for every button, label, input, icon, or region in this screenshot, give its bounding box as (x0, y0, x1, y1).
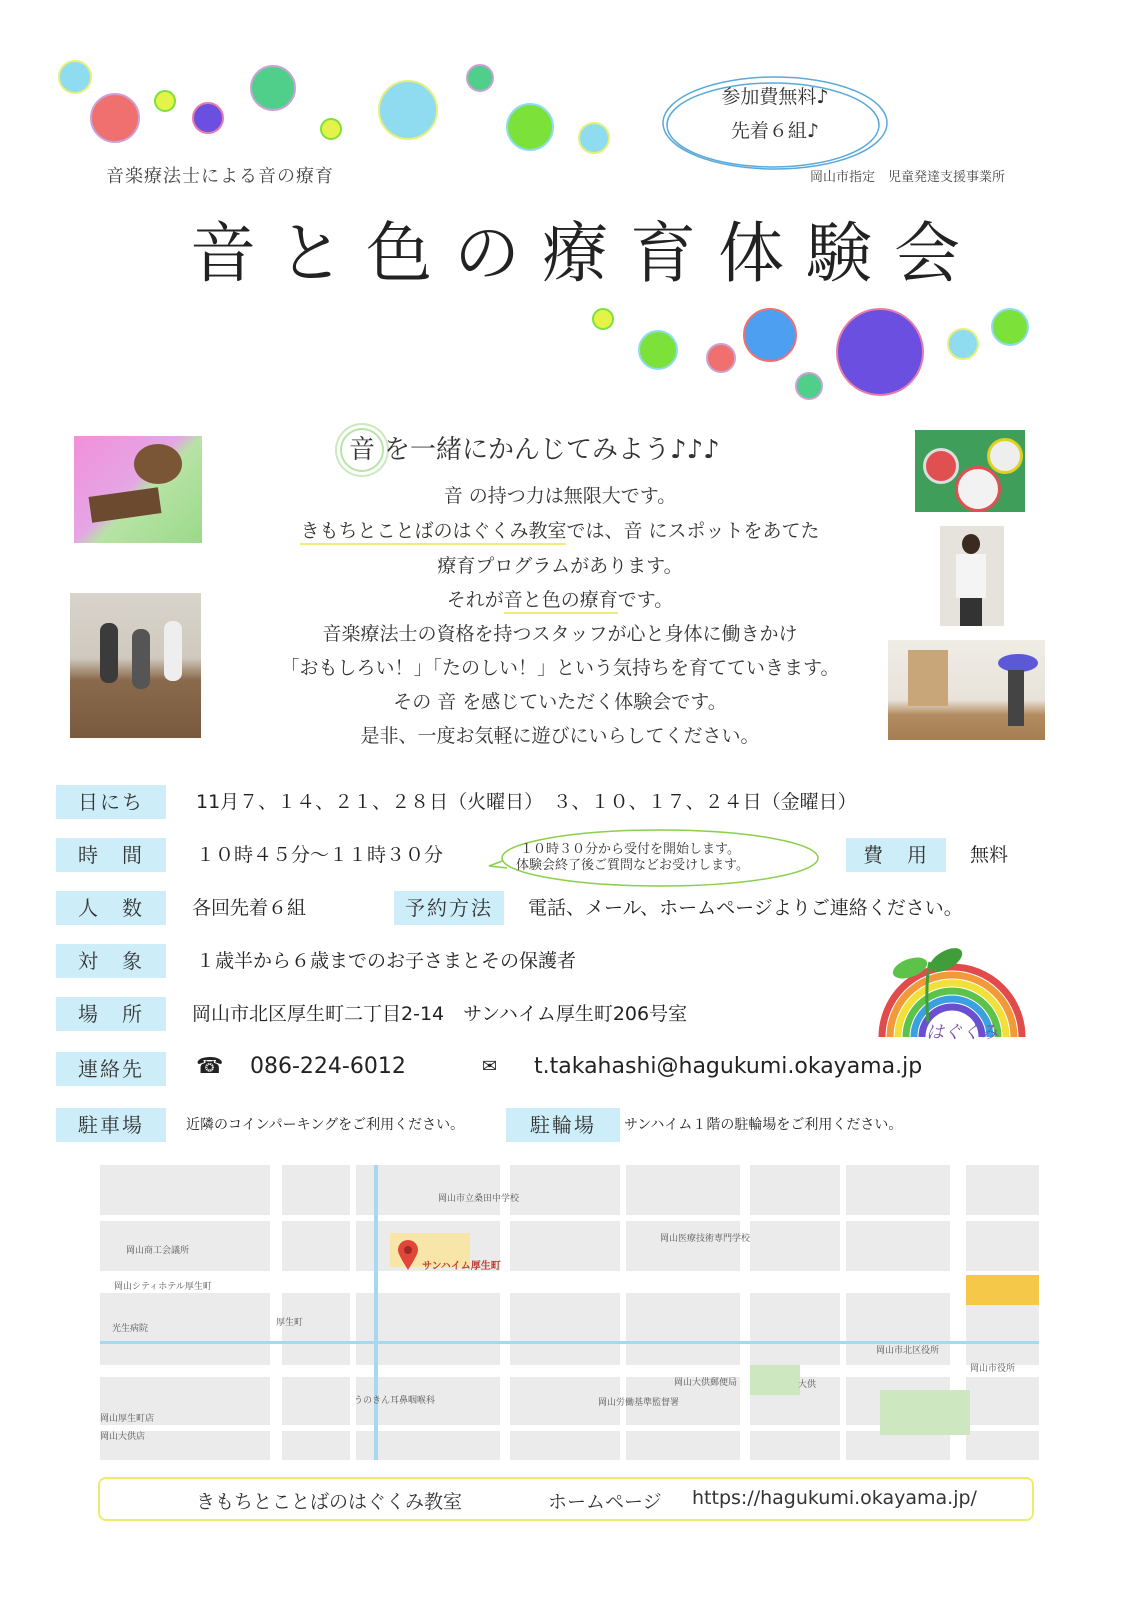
program-name: 音と色の療育 (504, 589, 618, 614)
photo-ribbon-play (888, 640, 1045, 740)
mail-icon: ✉ (482, 1056, 498, 1077)
fee-value: 無料 (970, 844, 1009, 866)
photo-children-playing (70, 593, 201, 738)
people-label: 人 数 (56, 891, 166, 925)
reserve-label: 予約方法 (394, 891, 504, 925)
dot (154, 90, 176, 112)
map-label: 岡山医療技術専門学校 (660, 1234, 751, 1244)
photo-staff (940, 526, 1004, 626)
page-title: 音と色の療育体験会 (190, 215, 982, 292)
map-streets (100, 1165, 1039, 1460)
intro-line7: その 音 を感じていただく体験会です。 (393, 691, 727, 713)
map-label: 大供 (798, 1380, 817, 1390)
heading-circled-char: 音 (340, 428, 384, 472)
intro-line4-pre: それが (446, 589, 504, 611)
map-label-target: サンハイム厚生町 (422, 1261, 501, 1272)
map-label: 岡山大供店 (100, 1432, 146, 1442)
dot (506, 103, 554, 151)
phone-number[interactable]: 086-224-6012 (250, 1054, 406, 1079)
intro-line1: 音 の持つ力は無限大です。 (443, 485, 677, 507)
email-address[interactable]: t.takahashi@hagukumi.okayama.jp (534, 1054, 923, 1079)
map-label: 岡山労働基準監督署 (598, 1398, 680, 1408)
heading-text: を一緒にかんじてみよう♪♪♪ (384, 435, 720, 465)
map-label: うのきん耳鼻咽喉科 (354, 1396, 436, 1406)
place-label: 場 所 (56, 997, 166, 1031)
parking-label: 駐車場 (56, 1108, 166, 1142)
date-label: 日にち (56, 785, 166, 819)
place-value: 岡山市北区厚生町二丁目2-14 サンハイム厚生町206号室 (192, 1003, 688, 1025)
dot (578, 122, 610, 154)
footer-org: きもちとことばのはぐくみ教室 (196, 1491, 463, 1513)
time-note-line1: １０時３０分から受付を開始します。 (520, 842, 740, 857)
intro-line3: 療育プログラムがあります。 (437, 555, 683, 577)
badge-line2: 先着６組♪ (730, 120, 820, 142)
location-map[interactable] (100, 1165, 1039, 1460)
dot (58, 60, 92, 94)
dot (947, 328, 979, 360)
badge-line1: 参加費無料♪ (721, 86, 829, 108)
dot (795, 372, 823, 400)
intro-line4 (230, 585, 890, 612)
bike-label: 駐輪場 (506, 1108, 620, 1142)
dot (638, 330, 678, 370)
footer-hp-label: ホームページ (548, 1491, 662, 1513)
target-label: 対 象 (56, 944, 166, 978)
dot (743, 308, 797, 362)
reserve-value: 電話、メール、ホームページよりご連絡ください。 (528, 897, 963, 919)
dot (250, 65, 296, 111)
fee-label: 費 用 (846, 838, 946, 872)
intro-line5: 音楽療法士の資格を持つスタッフが心と身体に働きかけ (322, 623, 798, 645)
date-value: 11月７、１４、２１、２８日（火曜日） ３、１０、１７、２４日（金曜日） (196, 791, 857, 813)
dot (466, 64, 494, 92)
parking-value: 近隣のコインパーキングをご利用ください。 (186, 1117, 465, 1133)
time-value: １０時４５分～１１時３０分 (196, 844, 444, 866)
classroom-name: きもちとことばのはぐくみ教室 (300, 520, 566, 545)
logo-text: はぐくみ (926, 1022, 998, 1043)
map-label: 岡山厚生町店 (100, 1414, 155, 1424)
intro-line2-rest: では、音 にスポットをあてた (566, 520, 820, 542)
map-label: 光生病院 (112, 1324, 149, 1334)
footer-url-link[interactable]: https://hagukumi.okayama.jp/ (692, 1487, 977, 1509)
time-label: 時 間 (56, 838, 166, 872)
intro-line8: 是非、一度お気軽に遊びにいらしてください。 (360, 725, 760, 747)
phone-icon: ☎ (196, 1054, 224, 1079)
time-note-line2: 体験会終了後ご質問などお受けします。 (516, 858, 749, 873)
photo-drums (915, 430, 1025, 512)
dot (592, 308, 614, 330)
intro-heading (340, 428, 720, 472)
map-label: 厚生町 (276, 1318, 304, 1328)
dot (991, 308, 1029, 346)
intro-line2 (230, 516, 890, 543)
dot (378, 80, 438, 140)
map-pin-icon (396, 1239, 420, 1271)
map-label: 岡山市立桑田中学校 (438, 1194, 520, 1204)
header-subtitle: 音楽療法士による音の療育 (106, 166, 334, 187)
designation: 岡山市指定 児童発達支援事業所 (810, 170, 1006, 185)
dot (836, 308, 924, 396)
map-label: 岡山商工会議所 (126, 1246, 190, 1256)
intro-line6: 「おもしろい！」「たのしい！」という気持ちを育てていきます。 (280, 657, 840, 679)
contact-label: 連絡先 (56, 1052, 166, 1086)
map-label: 岡山大供郵便局 (674, 1378, 738, 1388)
bike-value: サンハイム１階の駐輪場をご利用ください。 (624, 1117, 903, 1133)
map-label: 岡山市北区役所 (876, 1346, 940, 1356)
dot (320, 118, 342, 140)
people-value: 各回先着６組 (192, 897, 307, 919)
dot (90, 93, 140, 143)
map-label: 岡山市役所 (970, 1364, 1016, 1374)
target-value: １歳半から６歳までのお子さまとその保護者 (196, 950, 577, 972)
map-label: 岡山シティホテル厚生町 (114, 1282, 212, 1292)
dot (192, 102, 224, 134)
intro-line4-post: です。 (617, 589, 674, 611)
dot (706, 343, 736, 373)
photo-kalimba (74, 436, 202, 543)
